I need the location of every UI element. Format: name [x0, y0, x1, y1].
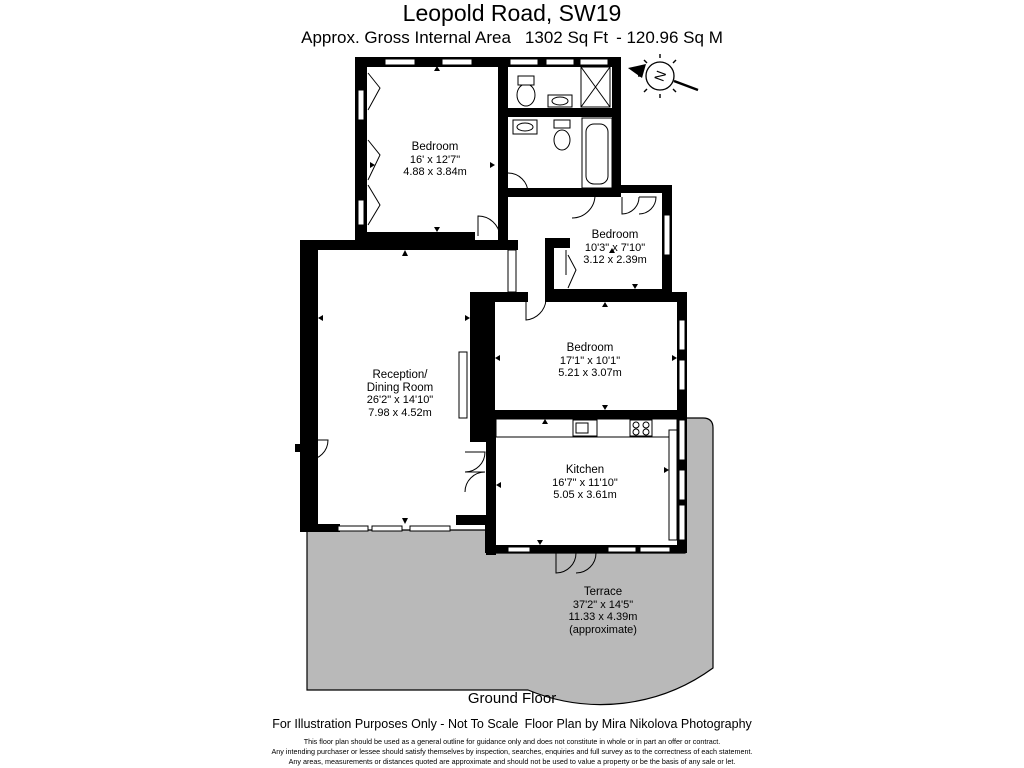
bedroom-1-label: [375, 141, 495, 179]
reception-name-line1: Reception/: [372, 369, 428, 381]
terrace-note: (approximate): [569, 623, 637, 636]
bedroom-2-label: [560, 229, 670, 267]
fireplace: [459, 352, 467, 418]
bedroom-1-imperial: 16' x 12'7": [409, 153, 461, 166]
bedroom-2-metric: 3.12 x 2.39m: [583, 254, 647, 266]
bedroom-1-name: Bedroom: [411, 141, 459, 153]
reception-label: [340, 369, 460, 419]
area-sqm: - 120.96 Sq M: [616, 28, 723, 47]
terrace-name: Terrace: [583, 586, 623, 598]
area-sqft: 1302 Sq Ft: [524, 28, 609, 47]
bedroom-3-imperial: 17'1" x 10'1": [559, 354, 621, 367]
area-label: Approx. Gross Internal Area: [301, 28, 511, 47]
fineprint-line-3: Any areas, measurements or distances quoted are approximate and should not be used to value a property or be the basis of any sale or let.: [288, 757, 736, 766]
disclaimer-right: Floor Plan by Mira Nikolova Photography: [524, 717, 752, 731]
kitchen-name: Kitchen: [565, 464, 605, 476]
title-text: Leopold Road, SW19: [402, 0, 622, 26]
kitchen-metric: 5.05 x 3.61m: [553, 489, 617, 501]
terrace-imperial: 37'2" x 14'5": [572, 598, 634, 611]
fineprint-line-1: This floor plan should be used as a general outline for guidance only and does not constitute in whole or in part an offer or contract.: [303, 737, 721, 746]
bedroom-2-imperial: 10'3" x 7'10": [584, 241, 646, 254]
compass-icon: [628, 54, 698, 98]
fineprint: [0, 737, 1024, 767]
terrace-metric: 11.33 x 4.39m: [568, 611, 638, 623]
kitchen-label: [530, 464, 640, 502]
disclaimer-left: For Illustration Purposes Only - Not To Scale: [272, 717, 519, 731]
reception-name-line2: Dining Room: [366, 381, 434, 394]
bedroom-3-label: [530, 342, 650, 380]
compass-letter: N: [650, 68, 670, 84]
bedroom-1-metric: 4.88 x 3.84m: [403, 166, 467, 178]
fineprint-line-2: Any intending purchaser or lessee should satisfy themselves by inspection, searches, enquiries and full survey as to the correctness of each statement.: [271, 747, 753, 756]
bedroom-3-name: Bedroom: [566, 342, 614, 354]
bathroom-fixtures: [513, 67, 612, 188]
terrace-label: [558, 586, 648, 636]
kitchen-imperial: 16'7" x 11'10": [552, 476, 618, 489]
terrace-area: [307, 418, 713, 705]
reception-imperial: 26'2" x 14'10": [366, 394, 434, 406]
disclaimer: [0, 717, 1024, 732]
reception-metric: 7.98 x 4.52m: [368, 406, 432, 419]
bedroom-3-metric: 5.21 x 3.07m: [558, 367, 622, 379]
bedroom-2-name: Bedroom: [591, 229, 639, 241]
floor-name: Ground Floor: [467, 690, 557, 707]
